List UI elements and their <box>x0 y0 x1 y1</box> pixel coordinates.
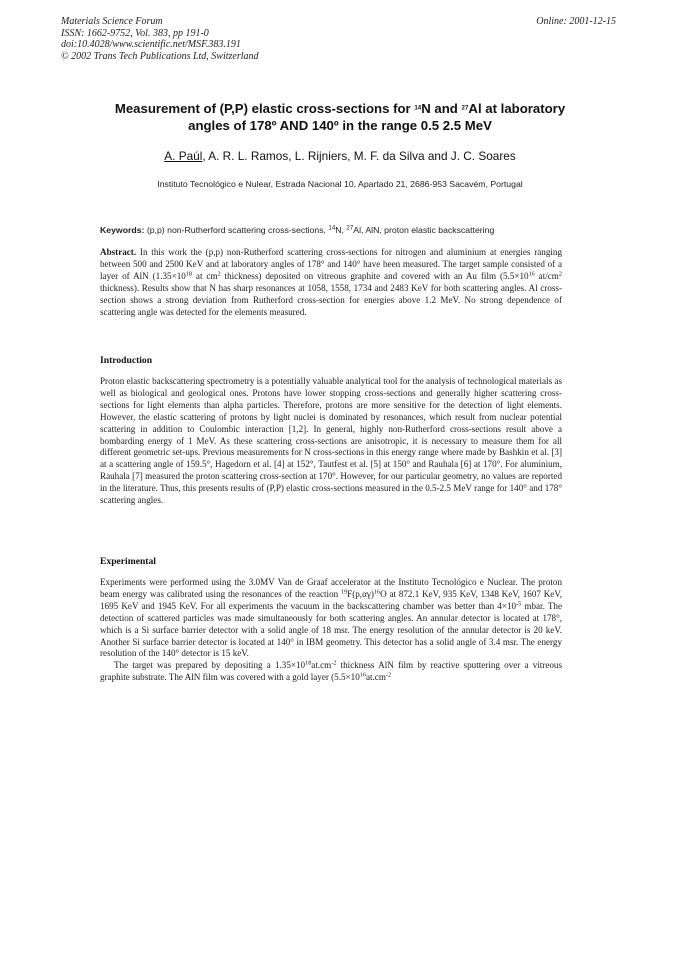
paper-title <box>80 101 600 134</box>
experimental-text <box>100 577 562 684</box>
abstract: Abstract. In this work the (p,p) non-Rutherford scattering cross-sections for nitrogen and aluminium at energies ranging between 500 and 2500 KeV and at laboratory angles of 178° and 140° have been measured. The target sample consisted of a layer of AlN ($1.35\times 10^{18}$ at $cm^2$ thickness) deposited on vitreous graphite and covered with an Au film ($5.5\times 10^{16}$ $at/cm^2$ thickness). Results show that N has sharp resonances at 1058, 1558, 1734 and 2483 KeV for both scattering angles. Al cross-section shows a strong deviation from Rutherford cross-section for energies above 1.2 MeV. No strong dependence of scattering angle was detected for the elements measured. <box>100 247 562 317</box>
introduction-text: Proton elastic backscattering spectrometry is a potentially valuable analytical tool for the analysis of technological materials as well as biological and geological ones. Protons have lower stopping cross-sections and generally higher scattering cross-sections for light elements than alpha particles. Therefore, protons are more sensitive for the detection of light elements. However, the elastic scattering of protons by light nuclei is dominated by resonances, which result from nuclear potential scattering in addition to Coulombic interaction [1,2]. In general, highly non-Rutherford cross-sections result above a bombarding energy of 1 MeV. As these scattering cross-sections are anisotropic, it is necessary to measure them for all different geometric set-ups. Previous measurements for N cross-sections in this energy range where made by Bashkin et al. [3] at a scattering angle of 159.5°, Hagedorn et al. [4] at 152°, Tautfest et al. [5] at 150° and Rauhala [6] at 170°. For aluminium, Rauhala [7] measured the proton scattering cross-section at 170°. However, for our particular geometry, no values are reported in the literature. Thus, this presents results of (P,P) elastic cross-sections measured in the 0.5-2.5 MeV range for 140° and 178° scattering angles. <box>100 376 562 506</box>
introduction-heading: Introduction <box>100 355 153 366</box>
online-date: Online: 2001-12-15 <box>536 16 616 27</box>
publication-info <box>61 16 259 62</box>
doi: doi:10.4028/www.scientific.net/MSF.383.191 <box>61 39 241 50</box>
affiliation: Instituto Tecnológico e Nulear, Estrada Nacional 10, Apartado 21, 2686-953 Sacavém, Portugal <box>157 179 523 189</box>
title-line-1: Measurement of (P,P) elastic cross-sections for $^{14}$N and $^{27}$Al at laboratory <box>114 101 566 116</box>
copyright: © 2002 Trans Tech Publications Ltd, Switzerland <box>61 50 259 62</box>
issn-volume: ISSN: 1662-9752, Vol. 383, pp 191-0 <box>61 27 209 39</box>
keywords-label: Keywords: <box>100 225 145 235</box>
presenting-author: A. Paúl <box>164 149 203 163</box>
keywords: Keywords: (p,p) non-Rutherford scattering cross-sections, $^{14}$N, $^{27}$Al, AlN, proton elastic backscattering <box>100 224 495 235</box>
co-authors: , A. R. L. Ramos, L. Rijniers, M. F. da Silva and J. C. Soares <box>202 149 516 163</box>
experimental-paragraph-1: Experiments were performed using the 3.0MV Van de Graaf accelerator at the Instituto Tecnológico e Nuclear. The proton beam energy was calibrated using the resonances of the reaction $^{19}F(p,\alpha\gamma)^{16}O$ at 872.1 KeV, 935 KeV, 1348 KeV, 1607 KeV, 1695 KeV and 1945 KeV. For all experiments the vacuum in the backscattering chamber was better than $4\times 10^{-5}$ mbar. The detection of scattered particles was made simultaneously for both scattering angles. An annular detector is located at 178°, which is a Si surface barrier detector with a solid angle of 18 msr. The energy resolution of the annular detector is 20 keV. Another Si surface barrier detector is located at 140° in IBM geometry. This detector has a solid angle of 3.4 msr. The energy resolution of the 140° detector is 15 keV. <box>100 577 563 659</box>
title-line-2: angles of 178º AND 140º in the range 0.5 2.5 MeV <box>188 117 492 133</box>
abstract-label: Abstract. <box>100 247 137 257</box>
experimental-paragraph-2: The target was prepared by depositing a $1.35\times 10^{18}at.cm^{-2}$ thickness AlN film by reactive sputtering over a vitreous graphite substrate. The AlN film was covered with a gold layer ($5.5\times 10^{16}at.cm^{-2}$ <box>100 659 562 683</box>
author-list <box>80 149 600 163</box>
experimental-heading: Experimental <box>100 556 156 567</box>
journal-name: Materials Science Forum <box>61 16 163 27</box>
